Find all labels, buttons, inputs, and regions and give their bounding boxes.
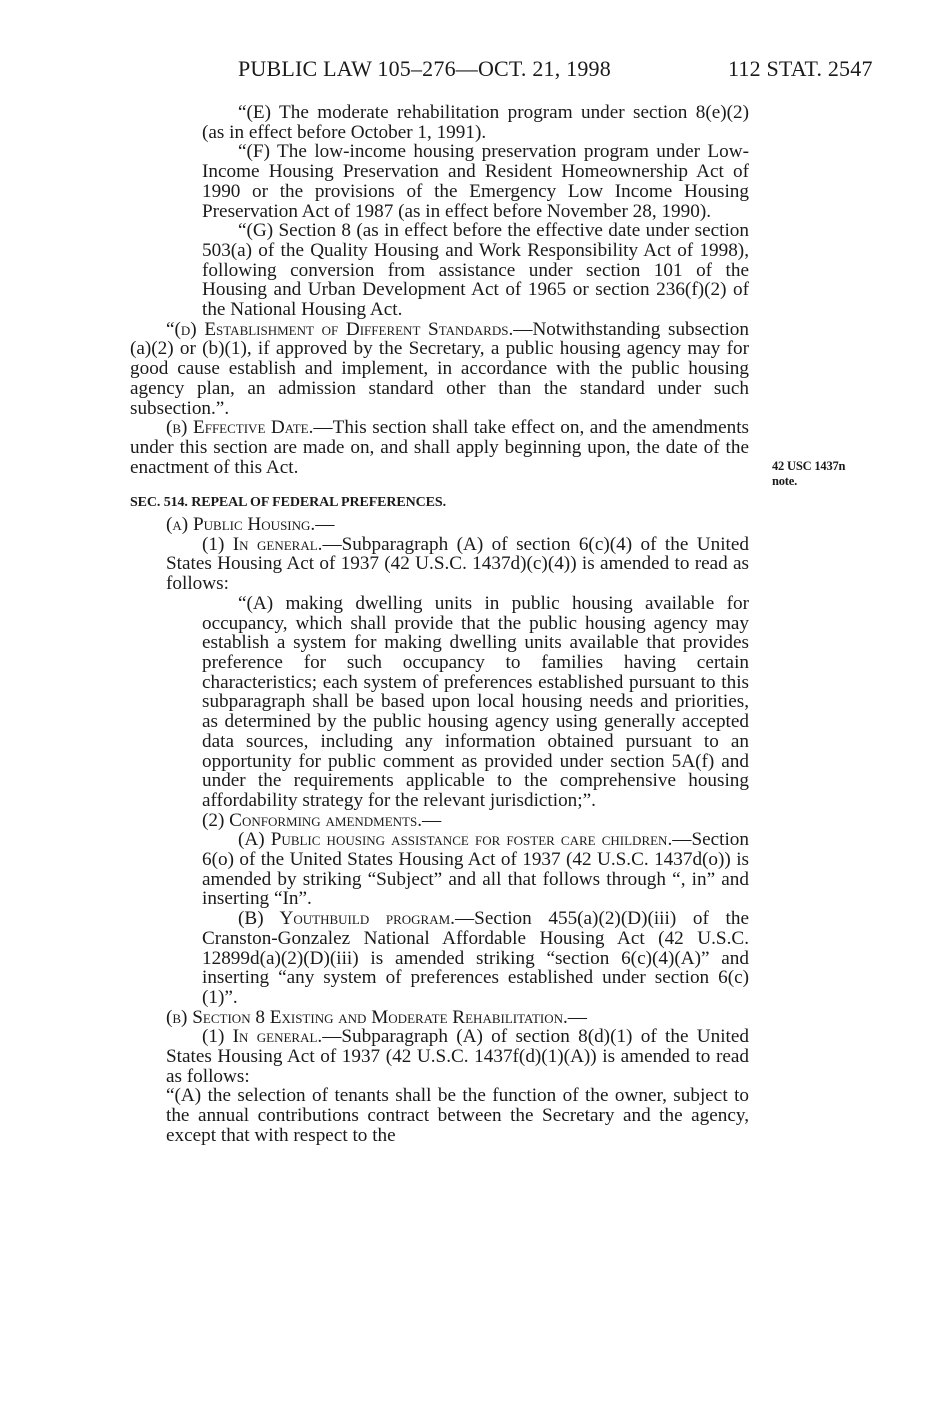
quoted-subparagraph-a: “(A) making dwelling units in public housing available for occupancy, which shall provide that the public housing agency may establish a system for making dwelling units available that provides preference for such occupancy to families having certain characteristics; each system of preferences established pursuant to this subparagraph shall be based upon local housing needs and priorities, as determined by the public housing agency using generally accepted data sources, including any information obtained pursuant to an opportunity for public comment as provided under section 5A(f) and under the requirements applicable to the comprehensive housing affordability strategy for the relevant jurisdiction;”.: [202, 592, 749, 811]
subparagraph-a2a-heading: (A) Public housing assistance for foster care children.: [238, 829, 673, 851]
paragraph-a1-heading: (1) In general.: [202, 533, 323, 555]
subparagraph-a2b-body: —Section 455(a)(2)(D)(iii) of the Cranston-Gonzalez National Affordable Housing Act (42 U.S.C. 12899d(a)(2)(D)(iii) is amended striking “section 6(c)(4)(A)” and inserting “any system of preferences established under section 6(c)(1)”.: [202, 908, 749, 1008]
effective-date-body: —This section shall take effect on, and the amendments under this section are made on, and shall apply beginning upon, the date of the enactment of this Act.: [130, 417, 749, 478]
effective-date-heading: (b) Effective Date.: [166, 417, 314, 439]
paragraph-b1: [130, 1027, 749, 1086]
section-heading: SEC. 514. REPEAL OF FEDERAL PREFERENCES.: [130, 495, 446, 511]
subsection-d-body: —Notwithstanding subsection (a)(2) or (b)(1), if approved by the Secretary, a public housing agency may for good cause establish and implement, in accordance with the public housing agency plan, an admission standard other than the standard under such subsection.”.: [130, 318, 749, 419]
quoted-subparagraph-b: “(A) the selection of tenants shall be the function of the owner, subject to the annual contributions contract between the Secretary and the agency, except that with respect to the: [166, 1085, 749, 1146]
subsection-d-heading: “(d) Establishment of Different Standards.: [166, 318, 514, 340]
subsection-b-heading: (b) Section 8 Existing and Moderate Rehabilitation.—: [166, 1006, 587, 1028]
paragraph-g: “(G) Section 8 (as in effect before the effective date under section 503(a) of the Quality Housing and Work Responsibility Act of 1998), following conversion from assistance under section 101 of the Housing and Urban Development Act of 1965 or section 236(f)(2) of the National Housing Act.: [202, 220, 749, 321]
margin-note-line-2: note.: [772, 474, 798, 488]
subparagraph-a2a-body: —Section 6(o) of the United States Housing Act of 1937 (42 U.S.C. 1437d(o)) is amended by striking “Subject” and all that follows through “, in” and inserting “In”.: [202, 829, 749, 910]
statute-page-number: 112 STAT. 2547: [728, 56, 873, 81]
subsection-d: [130, 320, 749, 419]
subsection-b-effective-date: [130, 418, 749, 477]
margin-note-line-1: 42 USC 1437n: [772, 459, 846, 473]
subsection-a-heading: (a) Public Housing.—: [166, 514, 335, 536]
paragraph-e: “(E) The moderate rehabilitation program under section 8(e)(2) (as in effect before October 1, 1991).: [202, 102, 749, 143]
paragraph-a1: [130, 535, 749, 594]
paragraph-f: “(F) The low-income housing preservation program under Low-Income Housing Preservation and Resident Homeownership Act of 1990 or the provisions of the Emergency Low Income Housing Preservation Act of 1987 (as in effect before November 28, 1990).: [202, 141, 749, 222]
margin-citation-note: [772, 459, 882, 489]
paragraph-b1-body: —Subparagraph (A) of section 8(d)(1) of the United States Housing Act of 1937 (42 U.S.C. 1437f(d)(1)(A)) is amended to read as follows:: [166, 1026, 749, 1087]
page-body: [130, 103, 749, 1146]
running-title: PUBLIC LAW 105–276—OCT. 21, 1998: [238, 56, 611, 81]
subparagraph-a2b-heading: (B) Youthbuild program.: [238, 908, 455, 930]
paragraph-a1-body: —Subparagraph (A) of section 6(c)(4) of the United States Housing Act of 1937 (42 U.S.C. 1437d)(c)(4)) is amended to read as follows:: [166, 533, 749, 595]
paragraph-a2-heading: (2) Conforming amendments.—: [202, 809, 442, 831]
subparagraph-a2b: [130, 909, 749, 1008]
paragraph-b1-heading: (1) In general.: [202, 1026, 323, 1048]
page-header: [0, 56, 947, 86]
subparagraph-a2a: [130, 830, 749, 909]
